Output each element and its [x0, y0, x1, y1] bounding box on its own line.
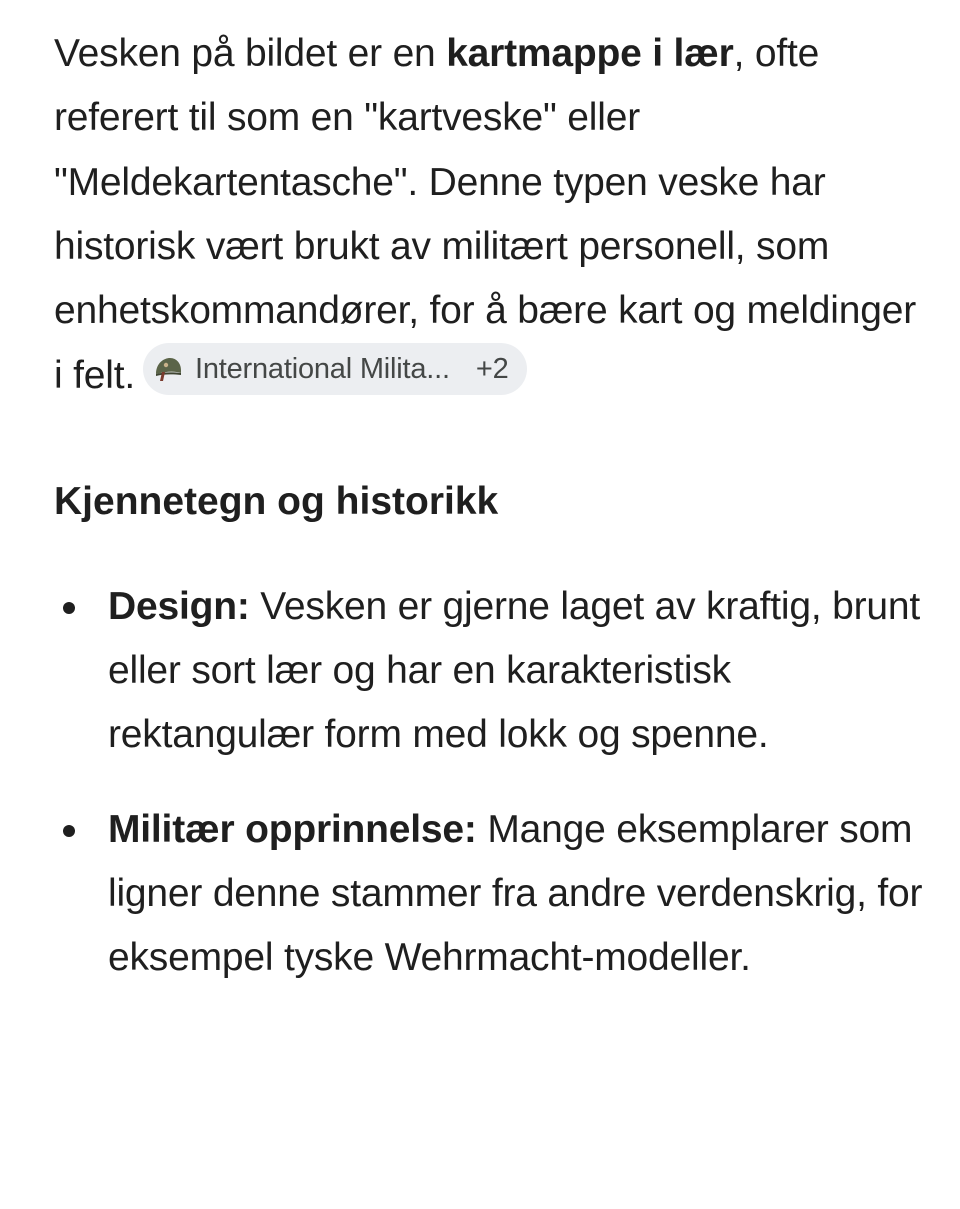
list-item-title: Militær opprinnelse: — [108, 807, 477, 851]
response-content — [54, 22, 924, 1021]
intro-text-rest: , ofte referert til som en "kartveske" eller "Meldekartentasche". Denne typen veske har historisk vært brukt av militært personell, som enhetskommandører, for å bære kart og meldinger i felt. — [54, 32, 917, 398]
list-item-title: Design: — [108, 584, 250, 628]
feature-list — [54, 575, 924, 991]
source-chip-count: +2 — [475, 353, 509, 386]
intro-paragraph — [54, 22, 924, 409]
list-item-text: Vesken er gjerne laget av kraftig, brunt eller sort lær og har en karakteristisk rektangulær form med lokk og spenne. — [108, 584, 920, 757]
helmet-icon — [153, 354, 183, 384]
bullet-dot — [63, 602, 75, 614]
list-item-design — [54, 575, 924, 768]
list-item-text: Mange eksemplarer som ligner denne stammer fra andre verdenskrig, for eksempel tyske Wehrmacht-modeller. — [108, 807, 923, 980]
list-item-military-origin — [54, 798, 924, 991]
source-chip-label: International Milita... — [194, 353, 450, 386]
section-heading: Kjennetegn og historikk — [54, 479, 499, 523]
intro-text-start: Vesken på bildet er en — [54, 32, 447, 75]
bullet-dot — [63, 825, 75, 837]
intro-bold-term: kartmappe i lær — [446, 32, 734, 75]
source-chip[interactable] — [143, 343, 527, 395]
